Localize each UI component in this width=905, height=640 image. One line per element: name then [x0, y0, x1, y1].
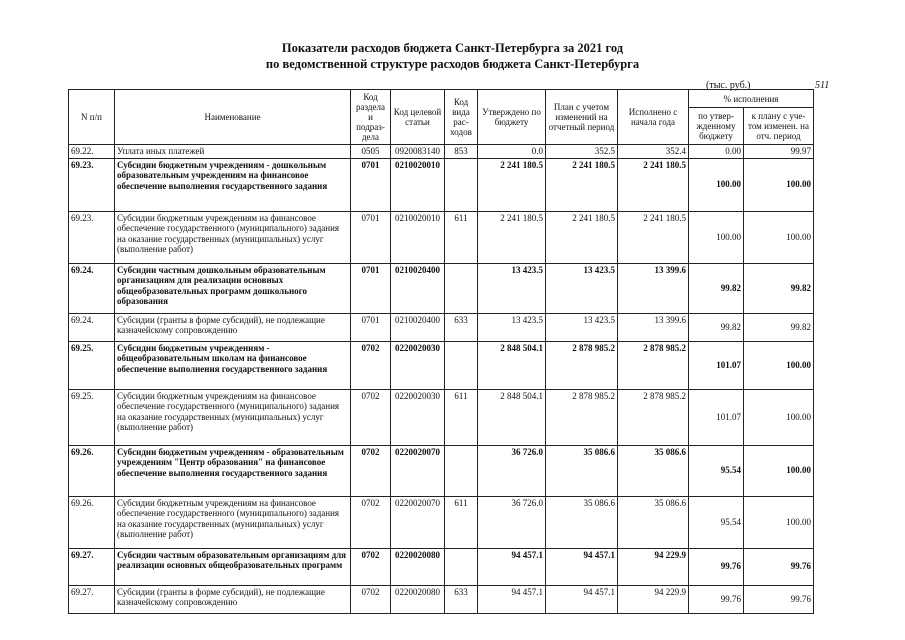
header-name: Наименование: [115, 90, 351, 145]
cell-pct-plan: 100.00: [744, 341, 814, 389]
cell-approved: 13 423.5: [478, 263, 546, 313]
cell-target: 0220020080: [391, 548, 445, 585]
cell-type: [445, 548, 478, 585]
header-section: Код раздела и подраз-дела: [351, 90, 391, 145]
cell-num: 69.22.: [69, 145, 115, 159]
cell-num: 69.25.: [69, 389, 115, 445]
cell-plan: 35 086.6: [546, 445, 618, 496]
cell-name: Субсидии бюджетным учреждениям - дошкольным образовательным учреждениям на финансовое обеспечение выполнения государственного задания: [115, 158, 351, 211]
cell-executed: 94 229.9: [618, 585, 689, 613]
cell-target: 0220020030: [391, 341, 445, 389]
cell-name: Субсидии бюджетным учреждениям на финансовое обеспечение государственного (муниципального) задания на оказание государственных (муниципальных) услуг (выполнение работ): [115, 389, 351, 445]
cell-target: 0210020010: [391, 211, 445, 263]
cell-pct-plan: 100.00: [744, 211, 814, 263]
cell-type: [445, 341, 478, 389]
cell-num: 69.27.: [69, 548, 115, 585]
cell-type: [445, 263, 478, 313]
header-executed: Исполнено с начала года: [618, 90, 689, 145]
table-row: [69, 341, 814, 389]
cell-pct-approved: 95.54: [689, 445, 744, 496]
cell-section: 0702: [351, 445, 391, 496]
cell-section: 0505: [351, 145, 391, 159]
cell-num: 69.23.: [69, 158, 115, 211]
cell-type: 611: [445, 496, 478, 548]
cell-name: Субсидии частным образовательным организациям для реализации основных общеобразовательных программ: [115, 548, 351, 585]
cell-pct-approved: 99.76: [689, 585, 744, 613]
cell-approved: 0.0: [478, 145, 546, 159]
page-number: 511: [815, 80, 830, 91]
table-row: [69, 263, 814, 313]
cell-section: 0702: [351, 548, 391, 585]
cell-section: 0702: [351, 496, 391, 548]
cell-name: Субсидии (гранты в форме субсидий), не подлежащие казначейскому сопровождению: [115, 585, 351, 613]
cell-name: Уплата иных платежей: [115, 145, 351, 159]
cell-approved: 13 423.5: [478, 313, 546, 341]
cell-num: 69.24.: [69, 313, 115, 341]
header-pct-approved: по утвер-жденному бюджету: [689, 108, 744, 145]
cell-plan: 13 423.5: [546, 313, 618, 341]
header-target: Код целевой статьи: [391, 90, 445, 145]
header-pct-group: % исполнения: [689, 90, 814, 108]
cell-target: 0220020080: [391, 585, 445, 613]
cell-pct-approved: 100.00: [689, 158, 744, 211]
cell-pct-approved: 99.82: [689, 313, 744, 341]
units-label: (тыс. руб.): [706, 80, 751, 91]
cell-approved: 36 726.0: [478, 445, 546, 496]
cell-plan: 94 457.1: [546, 548, 618, 585]
cell-pct-plan: 100.00: [744, 158, 814, 211]
cell-section: 0701: [351, 263, 391, 313]
cell-pct-approved: 95.54: [689, 496, 744, 548]
cell-type: 853: [445, 145, 478, 159]
header-pct-plan: к плану с уче-том изменен. на отч. период: [744, 108, 814, 145]
table-row: [69, 145, 814, 159]
cell-pct-approved: 99.82: [689, 263, 744, 313]
cell-plan: 94 457.1: [546, 585, 618, 613]
report-subtitle: по ведомственной структуре расходов бюджета Санкт-Петербурга: [265, 57, 640, 71]
cell-plan: 2 878 985.2: [546, 341, 618, 389]
cell-name: Субсидии (гранты в форме субсидий), не подлежащие казначейскому сопровождению: [115, 313, 351, 341]
cell-type: 611: [445, 211, 478, 263]
cell-plan: 2 241 180.5: [546, 158, 618, 211]
header-approved: Утверждено по бюджету: [478, 90, 546, 145]
cell-plan: 352.5: [546, 145, 618, 159]
cell-executed: 35 086.6: [618, 445, 689, 496]
cell-name: Субсидии бюджетным учреждениям на финансовое обеспечение государственного (муниципального) задания на оказание государственных (муниципальных) услуг (выполнение работ): [115, 211, 351, 263]
table-row: [69, 585, 814, 613]
cell-pct-plan: 99.82: [744, 263, 814, 313]
cell-target: 0210020400: [391, 313, 445, 341]
table-row: [69, 313, 814, 341]
cell-executed: 2 241 180.5: [618, 158, 689, 211]
cell-pct-approved: 101.07: [689, 341, 744, 389]
table-row: [69, 548, 814, 585]
cell-num: 69.25.: [69, 341, 115, 389]
cell-num: 69.23.: [69, 211, 115, 263]
cell-section: 0702: [351, 585, 391, 613]
cell-name: Субсидии бюджетным учреждениям на финансовое обеспечение государственного (муниципального) задания на оказание государственных (муниципальных) услуг (выполнение работ): [115, 496, 351, 548]
cell-section: 0702: [351, 341, 391, 389]
cell-section: 0701: [351, 313, 391, 341]
cell-target: 0920083140: [391, 145, 445, 159]
cell-approved: 2 241 180.5: [478, 211, 546, 263]
cell-type: [445, 158, 478, 211]
cell-executed: 352.4: [618, 145, 689, 159]
table-row: [69, 211, 814, 263]
cell-num: 69.27.: [69, 585, 115, 613]
cell-pct-approved: 99.76: [689, 548, 744, 585]
cell-plan: 13 423.5: [546, 263, 618, 313]
cell-approved: 2 241 180.5: [478, 158, 546, 211]
cell-name: Субсидии частным дошкольным образовательным организациям для реализации основных общеобразовательных программ дошкольного образования: [115, 263, 351, 313]
cell-executed: 2 878 985.2: [618, 389, 689, 445]
table-row: [69, 496, 814, 548]
cell-executed: 2 241 180.5: [618, 211, 689, 263]
cell-plan: 35 086.6: [546, 496, 618, 548]
cell-name: Субсидии бюджетным учреждениям - общеобразовательным школам на финансовое обеспечение выполнения государственного задания: [115, 341, 351, 389]
cell-section: 0701: [351, 211, 391, 263]
cell-approved: 94 457.1: [478, 548, 546, 585]
cell-pct-plan: 100.00: [744, 389, 814, 445]
cell-type: 633: [445, 585, 478, 613]
table-row: [69, 158, 814, 211]
cell-num: 69.26.: [69, 496, 115, 548]
cell-executed: 13 399.6: [618, 263, 689, 313]
cell-executed: 2 878 985.2: [618, 341, 689, 389]
cell-name: Субсидии бюджетным учреждениям - образовательным учреждениям "Центр образования" на финансовое обеспечение выполнения государственного задания: [115, 445, 351, 496]
cell-executed: 94 229.9: [618, 548, 689, 585]
cell-executed: 13 399.6: [618, 313, 689, 341]
cell-executed: 35 086.6: [618, 496, 689, 548]
cell-approved: 94 457.1: [478, 585, 546, 613]
expenditure-table: [68, 89, 814, 614]
table-row: [69, 389, 814, 445]
cell-plan: 2 878 985.2: [546, 389, 618, 445]
cell-target: 0220020070: [391, 496, 445, 548]
cell-pct-approved: 0.00: [689, 145, 744, 159]
cell-target: 0210020010: [391, 158, 445, 211]
header-type: Код вида рас-ходов: [445, 90, 478, 145]
cell-type: 633: [445, 313, 478, 341]
cell-target: 0210020400: [391, 263, 445, 313]
header-num: N п/п: [69, 90, 115, 145]
cell-num: 69.26.: [69, 445, 115, 496]
cell-pct-plan: 99.82: [744, 313, 814, 341]
cell-section: 0701: [351, 158, 391, 211]
cell-pct-approved: 100.00: [689, 211, 744, 263]
cell-pct-plan: 99.97: [744, 145, 814, 159]
cell-type: [445, 445, 478, 496]
cell-pct-plan: 99.76: [744, 548, 814, 585]
cell-pct-plan: 99.76: [744, 585, 814, 613]
report-title: Показатели расходов бюджета Санкт-Петербурга за 2021 год: [281, 41, 624, 55]
table-row: [69, 445, 814, 496]
cell-approved: 2 848 504.1: [478, 341, 546, 389]
header-plan: План с учетом изменений на отчетный период: [546, 90, 618, 145]
cell-target: 0220020070: [391, 445, 445, 496]
cell-pct-approved: 101.07: [689, 389, 744, 445]
cell-plan: 2 241 180.5: [546, 211, 618, 263]
cell-target: 0220020030: [391, 389, 445, 445]
cell-section: 0702: [351, 389, 391, 445]
cell-approved: 2 848 504.1: [478, 389, 546, 445]
table-body: [69, 145, 814, 614]
cell-pct-plan: 100.00: [744, 445, 814, 496]
cell-num: 69.24.: [69, 263, 115, 313]
cell-type: 611: [445, 389, 478, 445]
cell-pct-plan: 100.00: [744, 496, 814, 548]
cell-approved: 36 726.0: [478, 496, 546, 548]
